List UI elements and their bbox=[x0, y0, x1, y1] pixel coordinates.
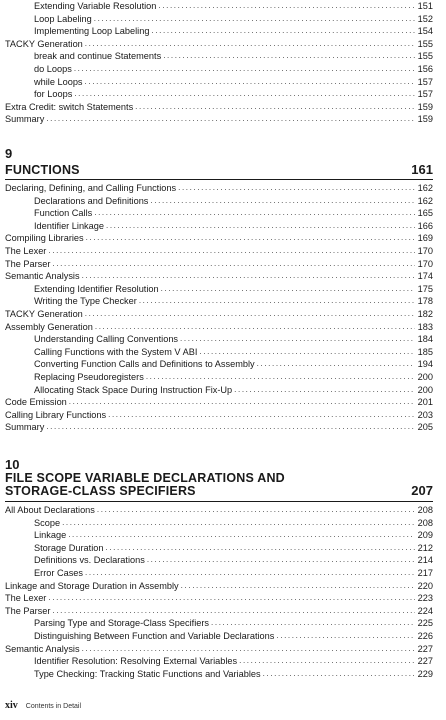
toc-leader-dots bbox=[178, 182, 415, 194]
toc-entry-page: 166 bbox=[417, 220, 433, 231]
toc-entry-page: 229 bbox=[417, 668, 433, 679]
chapter-9-rule bbox=[5, 179, 433, 180]
toc-entry[interactable] bbox=[5, 258, 433, 270]
toc-entry-page: 194 bbox=[417, 359, 433, 370]
toc-entry-page: 174 bbox=[417, 271, 433, 282]
toc-leader-dots bbox=[181, 580, 415, 592]
toc-leader-dots bbox=[48, 245, 414, 257]
toc-entry-title: Function Calls bbox=[34, 208, 93, 219]
toc-entry-page: 200 bbox=[417, 384, 433, 395]
chapter-10-number: 10 bbox=[5, 457, 20, 472]
toc-entry[interactable] bbox=[5, 232, 433, 244]
toc-entry-title: Scope bbox=[34, 517, 61, 528]
page-footer bbox=[5, 700, 81, 714]
toc-leader-dots bbox=[48, 592, 414, 604]
toc-leader-dots bbox=[97, 504, 415, 516]
toc-entry-title: Code Emission bbox=[5, 397, 67, 408]
chapter-9-title bbox=[5, 163, 433, 177]
toc-entry-title: Loop Labeling bbox=[34, 13, 92, 24]
toc-leader-dots bbox=[95, 321, 415, 333]
toc-entry[interactable] bbox=[34, 630, 433, 642]
toc-entry[interactable] bbox=[5, 245, 433, 257]
toc-entry[interactable] bbox=[34, 195, 433, 207]
toc-leader-dots bbox=[151, 25, 414, 37]
toc-leader-dots bbox=[147, 554, 415, 566]
toc-entry[interactable] bbox=[34, 63, 433, 75]
toc-entry-page: 208 bbox=[417, 517, 433, 528]
footer-page-number: xiv bbox=[5, 700, 18, 711]
toc-entry-title: Replacing Pseudoregisters bbox=[34, 372, 144, 382]
toc-entry-page: 183 bbox=[417, 321, 433, 332]
toc-leader-dots bbox=[146, 371, 415, 383]
toc-entry-title: Semantic Analysis bbox=[5, 643, 80, 654]
toc-entry-title: Assembly Generation bbox=[5, 321, 93, 332]
toc-leader-dots bbox=[158, 0, 414, 12]
toc-entry-title: TACKY Generation bbox=[5, 38, 83, 49]
toc-entry-title: Implementing Loop Labeling bbox=[34, 26, 150, 37]
toc-entry[interactable] bbox=[34, 50, 433, 62]
toc-entry-title: Linkage bbox=[34, 530, 67, 541]
toc-leader-dots bbox=[85, 76, 415, 88]
toc-entry[interactable] bbox=[5, 182, 433, 194]
toc-entry-page: 159 bbox=[417, 114, 433, 125]
toc-entry-page: 184 bbox=[417, 334, 433, 345]
toc-entry[interactable] bbox=[5, 270, 433, 282]
chapter-10-rule bbox=[5, 501, 433, 502]
toc-entry[interactable] bbox=[5, 38, 433, 50]
toc-entry[interactable] bbox=[5, 592, 433, 604]
toc-entry-page: 157 bbox=[417, 76, 433, 87]
toc-leader-dots bbox=[263, 668, 415, 680]
toc-entry-page: 209 bbox=[417, 530, 433, 541]
toc-entry-page: 175 bbox=[417, 283, 433, 294]
toc-entry-title: for Loops bbox=[34, 89, 73, 100]
toc-leader-dots bbox=[52, 258, 414, 270]
toc-entry-page: 157 bbox=[417, 89, 433, 100]
toc-leader-dots bbox=[135, 101, 414, 113]
toc-entry-page: 214 bbox=[417, 555, 433, 566]
toc-entry-title: Converting Function Calls and Definitions to Assembly bbox=[34, 359, 255, 370]
toc-entry-page: 178 bbox=[417, 296, 433, 307]
toc-entry-page: 159 bbox=[417, 101, 433, 112]
toc-entry-title: do Loops bbox=[34, 64, 72, 74]
toc-entry[interactable] bbox=[34, 0, 433, 12]
toc-leader-dots bbox=[62, 517, 415, 529]
toc-entry[interactable] bbox=[34, 220, 433, 232]
toc-entry-page: 224 bbox=[417, 605, 433, 616]
toc-leader-dots bbox=[105, 542, 414, 554]
toc-entry-page: 200 bbox=[417, 372, 433, 382]
toc-entry[interactable] bbox=[5, 308, 433, 320]
toc-entry-title: Extra Credit: switch Statements bbox=[5, 101, 134, 112]
chapter-10-title-line-1 bbox=[5, 471, 433, 485]
toc-entry[interactable] bbox=[34, 358, 433, 370]
toc-entry-title: Extending Identifier Resolution bbox=[34, 283, 159, 294]
toc-entry-page: 162 bbox=[417, 183, 433, 193]
toc-entry[interactable] bbox=[34, 13, 433, 25]
toc-entry[interactable] bbox=[5, 580, 433, 592]
toc-leader-dots bbox=[82, 270, 415, 282]
toc-entry[interactable] bbox=[34, 384, 433, 396]
toc-entry[interactable] bbox=[5, 605, 433, 617]
toc-entry-page: 217 bbox=[417, 568, 433, 578]
toc-leader-dots bbox=[161, 283, 415, 295]
toc-leader-dots bbox=[150, 195, 414, 207]
toc-leader-dots bbox=[94, 13, 415, 25]
toc-entry-page: 170 bbox=[417, 246, 433, 256]
toc-entry[interactable] bbox=[34, 333, 433, 345]
toc-leader-dots bbox=[234, 384, 415, 396]
toc-entry[interactable] bbox=[5, 101, 433, 113]
toc-entry-page: 201 bbox=[417, 397, 433, 408]
toc-entry-title: Error Cases bbox=[34, 568, 84, 578]
toc-leader-dots bbox=[239, 655, 415, 667]
toc-entry[interactable] bbox=[5, 643, 433, 655]
toc-leader-dots bbox=[139, 295, 415, 307]
toc-entry-page: 212 bbox=[417, 542, 433, 553]
toc-leader-dots bbox=[46, 421, 414, 433]
toc-entry[interactable] bbox=[5, 504, 433, 516]
toc-entry-title: The Parser bbox=[5, 258, 51, 269]
toc-leader-dots bbox=[74, 88, 414, 100]
toc-entry-page: 227 bbox=[417, 656, 433, 667]
chapter-9-number: 9 bbox=[5, 146, 13, 161]
toc-entry-page: 162 bbox=[417, 195, 433, 206]
toc-entry-title: Allocating Stack Space During Instruction Fix-Up bbox=[34, 384, 233, 395]
toc-leader-dots bbox=[211, 617, 415, 629]
toc-entry-title: break and continue Statements bbox=[34, 51, 162, 62]
chapter-10-title-text-2: STORAGE-CLASS SPECIFIERS bbox=[5, 484, 196, 498]
toc-leader-dots bbox=[82, 643, 415, 655]
toc-entry-page: 169 bbox=[417, 233, 433, 244]
toc-entry[interactable] bbox=[34, 25, 433, 37]
toc-entry-page: 205 bbox=[417, 422, 433, 433]
toc-entry[interactable] bbox=[34, 529, 433, 541]
toc-leader-dots bbox=[108, 409, 415, 421]
chapter-10-page: 207 bbox=[411, 483, 433, 498]
toc-entry[interactable] bbox=[34, 554, 433, 566]
toc-entry-title: Summary bbox=[5, 422, 45, 433]
toc-entry-title: Calling Library Functions bbox=[5, 409, 107, 420]
toc-leader-dots bbox=[180, 333, 415, 345]
toc-entry-page: 223 bbox=[417, 593, 433, 604]
toc-entry[interactable] bbox=[5, 396, 433, 408]
toc-entry-page: 182 bbox=[417, 309, 433, 319]
toc-entry-title: while Loops bbox=[34, 76, 83, 87]
toc-leader-dots bbox=[74, 63, 415, 75]
toc-entry-title: Calling Functions with the System V ABI bbox=[34, 346, 198, 357]
toc-entry[interactable] bbox=[5, 421, 433, 433]
toc-entry-title: Declarations and Definitions bbox=[34, 195, 149, 206]
toc-entry-title: Definitions vs. Declarations bbox=[34, 555, 145, 566]
toc-leader-dots bbox=[85, 567, 415, 579]
toc-entry[interactable] bbox=[34, 76, 433, 88]
toc-entry-title: All About Declarations bbox=[5, 505, 95, 515]
toc-entry-page: 155 bbox=[417, 51, 433, 62]
toc-leader-dots bbox=[85, 38, 415, 50]
toc-entry-title: Identifier Resolution: Resolving External Variables bbox=[34, 656, 238, 667]
toc-leader-dots bbox=[86, 232, 415, 244]
toc-entry-page: 225 bbox=[417, 618, 433, 629]
toc-entry[interactable] bbox=[5, 409, 433, 421]
toc-leader-dots bbox=[85, 308, 415, 320]
toc-entry[interactable] bbox=[34, 295, 433, 307]
toc-entry-page: 185 bbox=[417, 346, 433, 357]
toc-entry[interactable] bbox=[34, 567, 433, 579]
toc-leader-dots bbox=[163, 50, 414, 62]
toc-entry-title: Semantic Analysis bbox=[5, 271, 80, 282]
toc-leader-dots bbox=[257, 358, 415, 370]
toc-entry[interactable] bbox=[34, 542, 433, 554]
toc-entry-page: 155 bbox=[417, 38, 433, 49]
toc-entry-title: Understanding Calling Conventions bbox=[34, 334, 179, 345]
toc-entry-title: Type Checking: Tracking Static Functions and Variables bbox=[34, 668, 261, 679]
toc-entry-title: Compiling Libraries bbox=[5, 233, 84, 244]
toc-leader-dots bbox=[106, 220, 415, 232]
toc-entry-title: Parsing Type and Storage-Class Specifiers bbox=[34, 618, 209, 629]
toc-entry-page: 154 bbox=[417, 26, 433, 37]
toc-entry-title: Extending Variable Resolution bbox=[34, 1, 157, 11]
chapter-10-title-line-2 bbox=[5, 484, 433, 498]
toc-leader-dots bbox=[94, 207, 414, 219]
toc-entry-title: The Lexer bbox=[5, 246, 47, 256]
toc-entry[interactable] bbox=[34, 668, 433, 680]
toc-entry-title: Summary bbox=[5, 114, 45, 125]
toc-entry-title: TACKY Generation bbox=[5, 309, 83, 319]
toc-entry-title: Distinguishing Between Function and Variable Declarations bbox=[34, 631, 275, 641]
toc-leader-dots bbox=[276, 630, 414, 642]
toc-entry-title: Declaring, Defining, and Calling Functions bbox=[5, 183, 177, 193]
toc-entry-page: 152 bbox=[417, 13, 433, 24]
toc-entry[interactable] bbox=[34, 655, 433, 667]
toc-entry-page: 226 bbox=[417, 631, 433, 641]
toc-leader-dots bbox=[52, 605, 414, 617]
toc-entry-page: 220 bbox=[417, 580, 433, 591]
toc-entry[interactable] bbox=[34, 517, 433, 529]
toc-entry[interactable] bbox=[34, 207, 433, 219]
toc-entry-title: Writing the Type Checker bbox=[34, 296, 137, 307]
chapter-9-title-text: FUNCTIONS bbox=[5, 163, 80, 177]
toc-leader-dots bbox=[199, 346, 414, 358]
chapter-9-page: 161 bbox=[411, 162, 433, 177]
toc-entry[interactable] bbox=[34, 617, 433, 629]
toc-entry-page: 165 bbox=[417, 208, 433, 219]
toc-entry[interactable] bbox=[5, 321, 433, 333]
toc-entry[interactable] bbox=[34, 346, 433, 358]
toc-entry-title: Identifier Linkage bbox=[34, 220, 104, 231]
toc-leader-dots bbox=[69, 396, 415, 408]
toc-entry[interactable] bbox=[34, 88, 433, 100]
toc-entry-title: The Parser bbox=[5, 605, 51, 616]
toc-entry-title: The Lexer bbox=[5, 593, 47, 604]
toc-entry-page: 227 bbox=[417, 643, 433, 654]
toc-leader-dots bbox=[46, 113, 414, 125]
toc-entry-page: 156 bbox=[417, 64, 433, 74]
toc-entry[interactable] bbox=[5, 113, 433, 125]
toc-entry-title: Storage Duration bbox=[34, 542, 104, 553]
toc-entry-page: 203 bbox=[417, 409, 433, 420]
footer-label: Contents in Detail bbox=[25, 703, 82, 710]
toc-entry[interactable] bbox=[34, 283, 433, 295]
toc-leader-dots bbox=[68, 529, 414, 541]
chapter-10-title-text-1: FILE SCOPE VARIABLE DECLARATIONS AND bbox=[5, 471, 285, 485]
toc-entry-page: 208 bbox=[417, 505, 433, 515]
toc-entry-page: 170 bbox=[417, 258, 433, 269]
toc-entry[interactable] bbox=[34, 371, 433, 383]
toc-entry-title: Linkage and Storage Duration in Assembly bbox=[5, 580, 179, 591]
toc-entry-page: 151 bbox=[417, 1, 433, 11]
